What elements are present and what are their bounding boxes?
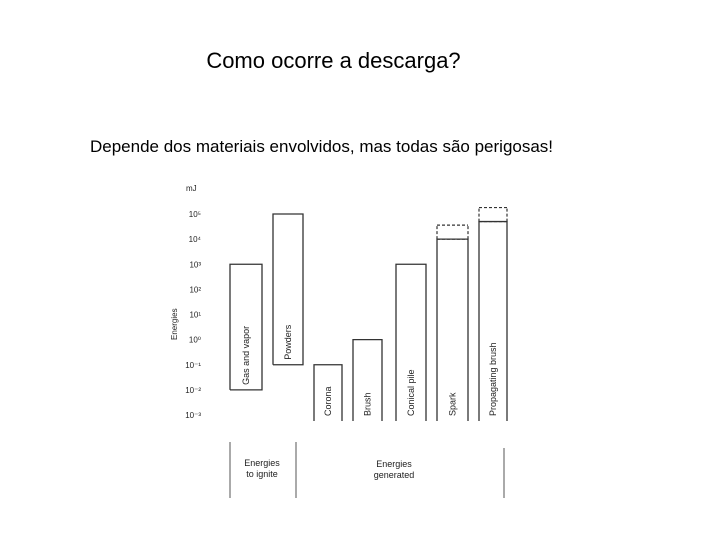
bar-label: Powders xyxy=(283,324,293,360)
y-tick-label: 10⁻² xyxy=(185,385,201,395)
y-tick-label: 10⁵ xyxy=(188,210,201,219)
y-tick-label: 10³ xyxy=(189,260,201,270)
bar-gas-and-vapor xyxy=(230,264,262,390)
y-tick-label: 10⁰ xyxy=(188,335,201,345)
bar-label: Gas and vapor xyxy=(241,325,251,385)
group-label: Energies generated xyxy=(373,459,415,480)
bar-label: Brush xyxy=(362,392,373,416)
bar-conical-pile xyxy=(396,264,426,421)
y-tick-label: 10⁴ xyxy=(188,235,201,245)
y-tick-label: 10⁻³ xyxy=(185,411,201,420)
slide-subtitle: Depende dos materiais envolvidos, mas todas são perigosas! xyxy=(90,137,554,156)
bar-spark xyxy=(437,225,468,421)
y-tick-label: 10² xyxy=(189,285,201,295)
bar-propagating-brush xyxy=(479,208,507,421)
y-tick-label: 10¹ xyxy=(189,310,201,320)
group-label: Energies to ignite xyxy=(244,458,280,479)
bar-label: Corona xyxy=(323,386,333,416)
bar-label: Spark xyxy=(447,392,458,416)
bar-label: Propagating brush xyxy=(488,342,498,416)
slide-title: Como ocorre a descarga? xyxy=(206,48,461,73)
bar-label: Conical pile xyxy=(406,369,416,416)
y-axis-label: Energies xyxy=(170,308,179,340)
bar-corona xyxy=(314,365,342,421)
bar-powders xyxy=(273,214,303,365)
bar-brush xyxy=(353,340,382,421)
y-unit-label: mJ xyxy=(186,184,197,193)
y-tick-label: 10⁻¹ xyxy=(185,360,201,370)
